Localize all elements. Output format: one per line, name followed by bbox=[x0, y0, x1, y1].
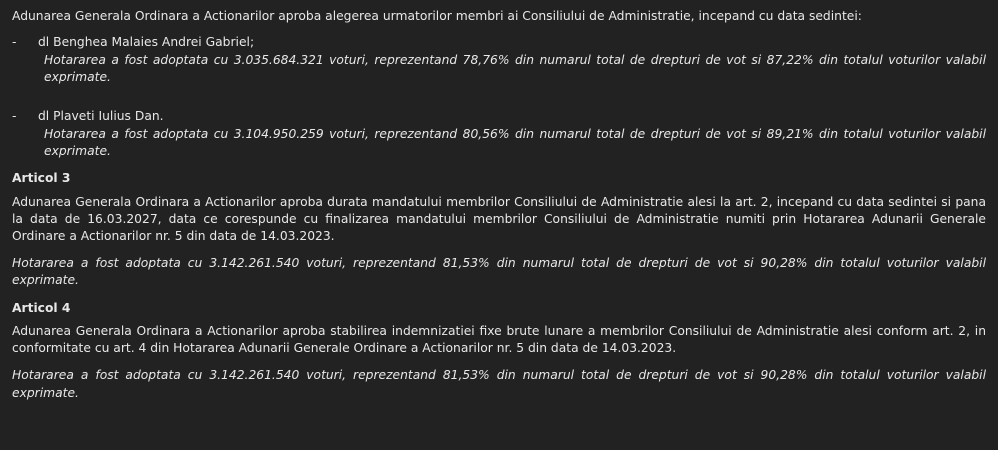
vote-result-3: Hotararea a fost adoptata cu 3.142.261.540 voturi, reprezentand 81,53% din numarul total de drepturi de vot si 90,28% din totalul voturilor valabil exprimate. bbox=[12, 255, 986, 288]
vote-result-4: Hotararea a fost adoptata cu 3.142.261.540 voturi, reprezentand 81,53% din numarul total de drepturi de vot si 90,28% din totalul voturilor valabil exprimate. bbox=[12, 368, 986, 400]
list-item-body bbox=[38, 34, 986, 87]
list-item bbox=[12, 108, 986, 161]
list-item bbox=[12, 34, 986, 87]
article-body-4: Adunarea Generala Ordinara a Actionarilor aproba stabilirea indemnizatiei fixe brute lunare a membrilor Consiliului de Administratie alesi conform art. 2, in conformitate cu art. 4 din Hotararea Adunarii Generale Ordinare a Actionarilor nr. 5 din data de 14.03.2023. bbox=[12, 324, 986, 356]
article-heading-3: Articol 3 bbox=[12, 170, 71, 185]
bullet-dash: - bbox=[12, 108, 17, 123]
spacer bbox=[12, 161, 986, 170]
vote-result-note: Hotararea a fost adoptata cu 3.035.684.321 voturi, reprezentand 78,76% din numarul total de drepturi de vot si 87,22% din totalul voturilor valabil exprimate. bbox=[44, 52, 986, 85]
list-item-body bbox=[38, 108, 986, 161]
article-body-3: Adunarea Generala Ordinara a Actionarilor aproba durata mandatului membrilor Consiliului de Administratie alesi la art. 2, incepand cu data sedintei si pana la data de 16.03.2027, data ce corespunde cu finalizarea mandatului membrilor Consiliului de Administratie numiti prin Hotararea Adunarii Generale Ordinare a Actionarilor nr. 5 din data de 14.03.2023. bbox=[12, 194, 986, 243]
article-heading-4: Articol 4 bbox=[12, 300, 71, 315]
board-member-name: dl Benghea Malaies Andrei Gabriel; bbox=[38, 34, 255, 49]
bullet-dash: - bbox=[12, 34, 17, 49]
intro-paragraph: Adunarea Generala Ordinara a Actionarilor aproba alegerea urmatorilor membri ai Consiliului de Administratie, incepand cu data sedintei: bbox=[12, 9, 862, 23]
spacer bbox=[12, 87, 986, 108]
vote-result-note: Hotararea a fost adoptata cu 3.104.950.259 voturi, reprezentand 80,56% din numarul total de drepturi de vot si 89,21% din totalul voturilor valabil exprimate. bbox=[44, 126, 986, 159]
board-member-name: dl Plaveti Iulius Dan. bbox=[38, 108, 164, 123]
